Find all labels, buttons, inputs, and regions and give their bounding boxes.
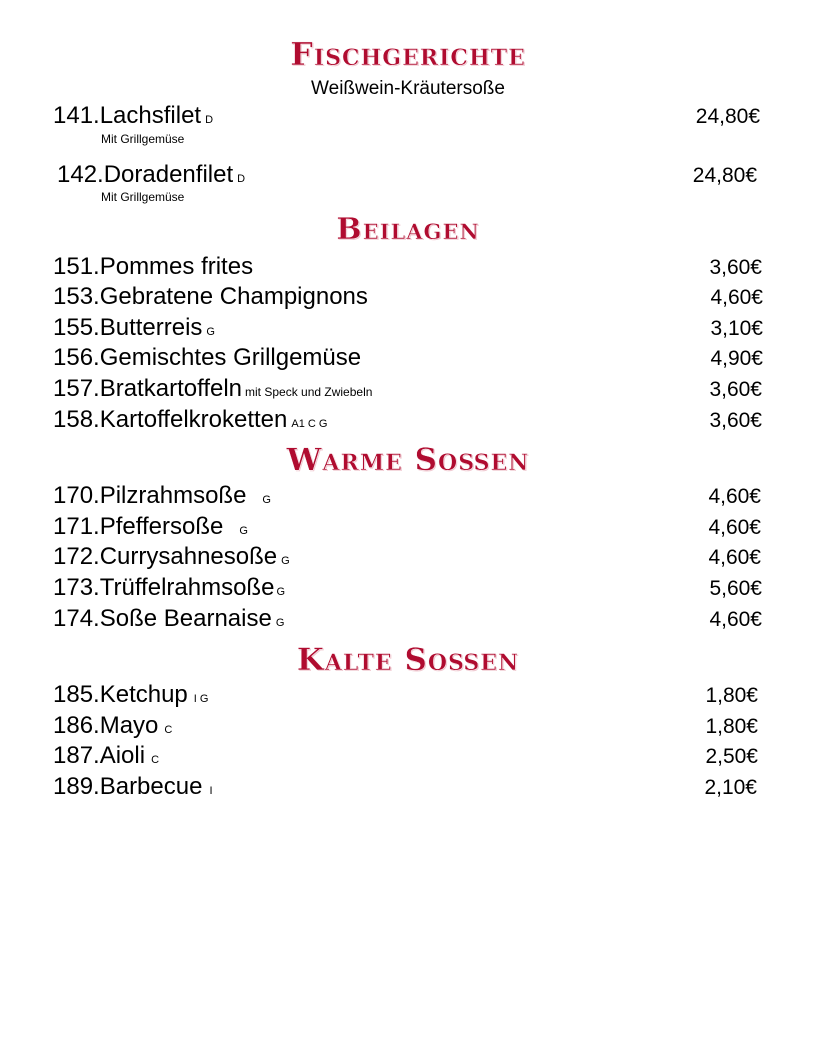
item-name: 170.Pilzrahmsoße	[53, 482, 247, 509]
menu-item	[53, 680, 208, 710]
menu-item	[53, 374, 372, 404]
item-note: mit Speck und Zwiebeln	[245, 385, 373, 399]
item-price: 4,90€	[710, 347, 763, 370]
allergen-code: G	[281, 555, 290, 567]
item-price: 1,80€	[705, 684, 758, 707]
allergen-code: G	[275, 617, 285, 629]
section-heading-beilagen: Beilagen	[336, 212, 480, 247]
allergen-code: G	[276, 586, 285, 598]
item-name: 174.Soße Bearnaise	[53, 605, 272, 632]
item-price: 4,60€	[708, 485, 761, 508]
menu-item	[53, 573, 285, 603]
allergen-code: C	[164, 724, 173, 736]
menu-item	[53, 252, 253, 282]
allergen-code: A1 C G	[291, 418, 328, 430]
item-name: 142.Doradenfilet	[57, 161, 234, 188]
menu-item	[53, 604, 284, 634]
item-price: 4,60€	[709, 608, 762, 631]
section-heading-warme-sossen: Warme Soßen	[286, 442, 530, 478]
allergen-code: G	[206, 326, 215, 338]
menu-item	[53, 343, 361, 373]
allergen-code: C	[151, 754, 160, 766]
item-name: 171.Pfeffersoße	[53, 513, 224, 540]
menu-item	[57, 160, 245, 190]
item-name: 153.Gebratene Champignons	[53, 283, 368, 310]
item-price: 2,10€	[704, 776, 757, 799]
item-name: 151.Pommes frites	[53, 253, 254, 280]
item-price: 4,60€	[708, 516, 761, 539]
menu-item	[53, 512, 248, 542]
allergen-code: I	[209, 785, 213, 797]
item-description: Mit Grillgemüse	[101, 132, 185, 146]
item-name: 172.Currysahnesoße	[53, 543, 278, 570]
allergen-code: I G	[193, 693, 209, 705]
item-price: 24,80€	[695, 105, 760, 128]
menu-item	[53, 101, 213, 131]
section-heading-fischgerichte: Fischgerichte	[290, 35, 526, 73]
item-name: 189.Barbecue	[53, 773, 203, 800]
item-name: 185.Ketchup	[53, 681, 188, 708]
item-price: 5,60€	[709, 577, 762, 600]
item-name: 155.Butterreis	[53, 314, 203, 341]
item-name: 156.Gemischtes Grillgemüse	[53, 344, 362, 371]
allergen-code: D	[237, 173, 246, 185]
item-price: 1,80€	[705, 715, 758, 738]
item-name: 141.Lachsfilet	[53, 102, 202, 129]
allergen-code: G	[239, 525, 248, 537]
item-name: 158.Kartoffelkroketten	[53, 406, 288, 433]
item-name: 187.Aioli	[53, 742, 146, 769]
section-heading-kalte-sossen: Kalte Soßen	[296, 642, 520, 678]
item-price: 4,60€	[710, 286, 763, 309]
item-price: 24,80€	[692, 164, 757, 187]
item-name: 173.Trüffelrahmsoße	[53, 574, 275, 601]
menu-item	[53, 481, 271, 511]
item-name: 157.Bratkartoffeln	[53, 375, 243, 402]
item-price: 3,60€	[709, 409, 762, 432]
menu-item	[53, 282, 368, 312]
menu-item	[53, 772, 213, 802]
menu-item	[53, 741, 159, 771]
item-price: 2,50€	[705, 745, 758, 768]
section-subtitle: Weißwein-Kräutersoße	[311, 78, 505, 99]
allergen-code: D	[205, 114, 214, 126]
item-price: 3,10€	[710, 317, 763, 340]
item-price: 4,60€	[708, 546, 761, 569]
item-description: Mit Grillgemüse	[101, 190, 185, 204]
item-name: 186.Mayo	[53, 712, 159, 739]
allergen-code: G	[262, 494, 271, 506]
menu-item	[53, 405, 327, 435]
menu-item	[53, 542, 290, 572]
menu-item	[53, 313, 215, 343]
item-price: 3,60€	[709, 256, 762, 279]
item-price: 3,60€	[709, 378, 762, 401]
menu-item	[53, 711, 172, 741]
